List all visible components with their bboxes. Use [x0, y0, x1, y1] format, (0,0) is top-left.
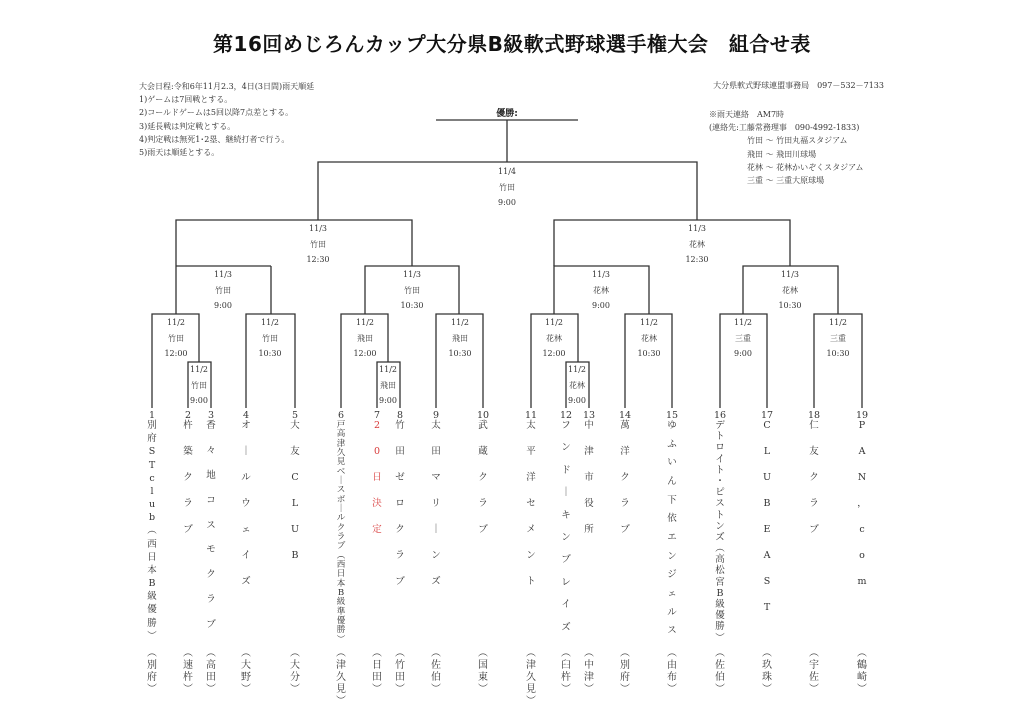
- match-r1-d: [430, 315, 490, 362]
- team-number: 6: [337, 410, 345, 421]
- team-origin: ︵ 大 分 ︶: [290, 648, 300, 695]
- team-entry: [284, 410, 306, 695]
- team-number: 17: [760, 410, 774, 421]
- team-number: 3: [207, 410, 215, 421]
- team-number: 2: [184, 410, 192, 421]
- match-time: 12:00: [353, 349, 377, 358]
- match-time: 12:30: [685, 255, 709, 264]
- team-origin: ︵ 鶴 崎 ︶: [857, 648, 867, 695]
- team-number: 9: [432, 410, 440, 421]
- rule-1: 1)ゲームは7回戦とする。: [139, 95, 233, 105]
- match-venue: 竹田: [191, 380, 207, 390]
- team-name: 別 府 S T c l u b ︵ 西 日 本 B 級 優 勝 ︶: [147, 420, 157, 642]
- venue-hida: 飛田 ～ 飛田川球場: [747, 149, 817, 159]
- match-playin-c: [547, 362, 607, 409]
- team-number: 10: [476, 410, 490, 421]
- match-venue: 飛田: [380, 380, 396, 390]
- match-date: 11/2: [829, 318, 847, 327]
- match-time: 9:00: [592, 301, 610, 310]
- team-entry: [425, 410, 447, 695]
- match-date: 11/2: [167, 318, 185, 327]
- match-final: [477, 164, 537, 211]
- match-date: 11/4: [498, 167, 516, 176]
- match-time: 10:30: [448, 349, 472, 358]
- match-date: 11/3: [309, 224, 327, 233]
- team-number: 13: [582, 410, 596, 421]
- team-entry: [366, 410, 388, 695]
- match-date: 11/2: [356, 318, 374, 327]
- match-time: 10:30: [637, 349, 661, 358]
- team-entry: [389, 410, 411, 695]
- team-entry: [578, 410, 600, 695]
- team-number: 1: [148, 410, 156, 421]
- match-venue: 飛田: [452, 333, 468, 343]
- team-entry: [661, 410, 683, 695]
- match-r1-f: [619, 315, 679, 362]
- match-venue: 花林: [689, 239, 705, 249]
- team-name: 2 0 日 決 定: [372, 420, 382, 535]
- team-entry: [200, 410, 222, 695]
- match-time: 12:00: [164, 349, 188, 358]
- schedule-note: 大会日程:令和6年11月2.3，4日(3日間)雨天順延: [139, 82, 315, 91]
- venue-karin: 花林 ～ 花林かいぞくスタジアム: [747, 162, 864, 172]
- rule-2: 2)コールドゲームは5回以降7点差とする。: [139, 108, 294, 118]
- match-date: 11/3: [592, 270, 610, 279]
- match-semifinal-right: [667, 221, 727, 268]
- team-origin: ︵ 別 府 ︶: [620, 648, 630, 695]
- team-origin: ︵ 宇 佐 ︶: [809, 648, 819, 695]
- team-origin: ︵ 別 府 ︶: [147, 648, 157, 695]
- match-qf-1: [193, 267, 253, 314]
- team-origin: ︵ 佐 伯 ︶: [715, 648, 725, 695]
- team-origin: ︵ 中 津 ︶: [584, 648, 594, 695]
- match-r1-a: [146, 315, 206, 362]
- match-playin-b: [358, 362, 418, 409]
- team-entry: [614, 410, 636, 695]
- match-venue: 三重: [735, 333, 751, 343]
- match-date: 11/2: [261, 318, 279, 327]
- match-time: 9:00: [568, 396, 586, 405]
- team-origin: ︵ 玖 珠 ︶: [762, 648, 772, 695]
- team-number: 15: [665, 410, 679, 421]
- team-origin: ︵ 大 野 ︶: [241, 648, 251, 695]
- rule-4: 4)判定戦は無死1･2塁、継続打者で行う。: [139, 134, 290, 144]
- match-qf-4: [760, 267, 820, 314]
- team-entry: [555, 410, 577, 695]
- team-name: 萬 洋 ク ラ ブ: [620, 420, 630, 535]
- match-venue: 飛田: [357, 333, 373, 343]
- team-number: 19: [855, 410, 869, 421]
- match-venue: 竹田: [168, 333, 184, 343]
- team-origin: ︵ 日 田 ︶: [372, 648, 382, 695]
- match-time: 10:30: [400, 301, 424, 310]
- team-entry: [851, 410, 873, 695]
- match-venue: 花林: [641, 333, 657, 343]
- team-name: P A N ， c o m: [857, 420, 867, 587]
- team-name: デ ト ロ イ ト ・ ピ ス ト ン ズ ︵ 高 松 宮 B 級 優 勝 ︶: [715, 420, 725, 644]
- team-entry: [520, 410, 542, 707]
- team-origin: ︵ 由 布 ︶: [667, 648, 677, 695]
- match-venue: 竹田: [262, 333, 278, 343]
- team-name: 中 津 市 役 所: [584, 420, 594, 535]
- match-qf-3: [571, 267, 631, 314]
- team-origin: ︵ 国 東 ︶: [478, 648, 488, 695]
- match-r1-g: [713, 315, 773, 362]
- team-origin: ︵ 臼 杵 ︶: [561, 648, 571, 695]
- rain-contact-time: ※雨天連絡 AM7時: [709, 110, 785, 119]
- match-venue: 竹田: [499, 182, 515, 192]
- venue-taketa: 竹田 ～ 竹田丸福スタジアム: [747, 136, 848, 146]
- team-number: 16: [713, 410, 727, 421]
- match-semifinal-left: [288, 221, 348, 268]
- team-name: 太 平 洋 セ メ ン ト: [526, 420, 536, 587]
- match-time: 12:00: [542, 349, 566, 358]
- match-date: 11/2: [379, 365, 397, 374]
- team-number: 12: [559, 410, 573, 421]
- team-name: 武 蔵 ク ラ ブ: [478, 420, 488, 535]
- match-date: 11/3: [403, 270, 421, 279]
- match-date: 11/2: [568, 365, 586, 374]
- team-entry: [756, 410, 778, 695]
- champion-label: 優勝:: [496, 109, 518, 119]
- match-r1-c: [335, 315, 395, 362]
- team-name: フ ン ド ｜ キ ン ブ レ イ ズ: [561, 420, 571, 633]
- team-number: 5: [291, 410, 299, 421]
- team-entry: [177, 410, 199, 695]
- team-entry: [472, 410, 494, 695]
- team-number: 7: [373, 410, 381, 421]
- team-number: 14: [618, 410, 632, 421]
- match-time: 9:00: [498, 198, 516, 207]
- match-date: 11/2: [451, 318, 469, 327]
- match-date: 11/2: [190, 365, 208, 374]
- match-date: 11/3: [214, 270, 232, 279]
- match-qf-2: [382, 267, 442, 314]
- team-origin: ︵ 速 杵 ︶: [183, 648, 193, 695]
- team-origin: ︵ 佐 伯 ︶: [431, 648, 441, 695]
- match-date: 11/2: [734, 318, 752, 327]
- match-time: 9:00: [214, 301, 232, 310]
- match-venue: 三重: [830, 333, 846, 343]
- team-number: 11: [524, 410, 538, 421]
- match-venue: 竹田: [310, 239, 326, 249]
- office-contact: 大分県軟式野球連盟事務局 097－532－7133: [713, 81, 884, 90]
- team-name: C L U B E A S T: [762, 420, 771, 613]
- team-name: 竹 田 ゼ ロ ク ラ ブ: [395, 420, 405, 587]
- rule-5: 5)雨天は順延とする。: [139, 148, 220, 158]
- match-time: 12:30: [306, 255, 330, 264]
- team-name: オ ｜ ル ウ ェ イ ズ: [241, 420, 251, 587]
- team-name: 杵 築 ク ラ ブ: [183, 420, 193, 535]
- team-name: ゆ ふ い ん 下 依 エ ン ジ ェ ル ス: [667, 420, 677, 637]
- page-title: 第16回めじろんカップ大分県B級軟式野球選手権大会 組合せ表: [213, 32, 811, 56]
- match-r1-b: [240, 315, 300, 362]
- match-venue: 花林: [593, 285, 609, 295]
- team-number: 18: [807, 410, 821, 421]
- venue-mie: 三重 ～ 三重大原球場: [747, 176, 825, 186]
- match-venue: 竹田: [404, 285, 420, 295]
- team-origin: ︵ 竹 田 ︶: [395, 648, 405, 695]
- match-time: 10:30: [826, 349, 850, 358]
- team-entry: [330, 410, 352, 707]
- team-name: 仁 友 ク ラ ブ: [809, 420, 819, 535]
- team-entry: [235, 410, 257, 695]
- team-name: 大 友 C L U B: [290, 420, 300, 561]
- team-name: 香 々 地 コ ス モ ク ラ ブ: [206, 420, 216, 630]
- match-date: 11/3: [781, 270, 799, 279]
- rain-contact-person: (連絡先:工藤常務理事 090-4992-1833): [709, 123, 860, 133]
- match-venue: 竹田: [215, 285, 231, 295]
- match-date: 11/2: [640, 318, 658, 327]
- rule-3: 3)延長戦は判定戦とする。: [139, 121, 236, 131]
- match-time: 10:30: [258, 349, 282, 358]
- team-entry: [141, 410, 163, 695]
- team-entry: [803, 410, 825, 695]
- match-time: 9:00: [379, 396, 397, 405]
- team-name: 太 田 マ リ ｜ ン ズ: [431, 420, 441, 587]
- team-number: 4: [242, 410, 250, 421]
- match-time: 10:30: [778, 301, 802, 310]
- team-origin: ︵ 津 久 見 ︶: [336, 648, 346, 707]
- match-r1-e: [524, 315, 584, 362]
- team-name: 戸 高 津 久 見 ベ ｜ ス ボ ｜ ル ク ラ ブ ︵ 西 日 本 B 級 準 優 勝 ︶: [336, 420, 346, 645]
- match-venue: 花林: [569, 380, 585, 390]
- match-r1-h: [808, 315, 868, 362]
- match-date: 11/2: [545, 318, 563, 327]
- team-origin: ︵ 高 田 ︶: [206, 648, 216, 695]
- team-number: 8: [396, 410, 404, 421]
- match-venue: 花林: [782, 285, 798, 295]
- match-time: 9:00: [734, 349, 752, 358]
- match-playin-a: [169, 362, 229, 409]
- match-time: 9:00: [190, 396, 208, 405]
- match-venue: 花林: [546, 333, 562, 343]
- match-date: 11/3: [688, 224, 706, 233]
- team-origin: ︵ 津 久 見 ︶: [526, 648, 536, 707]
- team-entry: [709, 410, 731, 695]
